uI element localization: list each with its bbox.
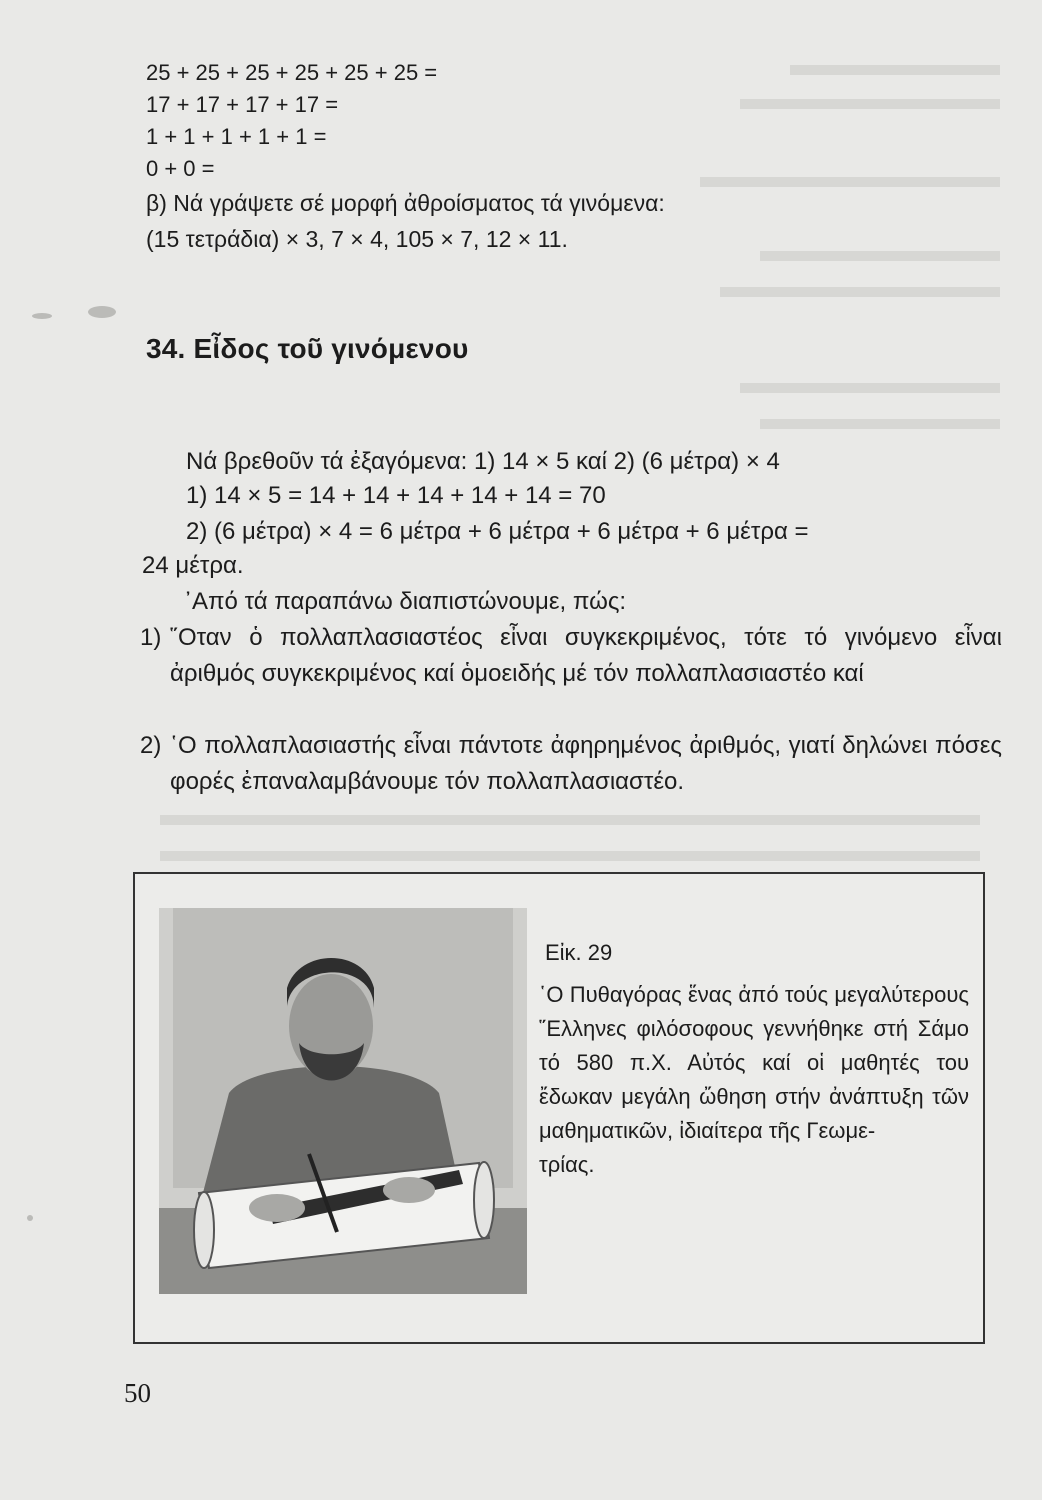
section-title: 34. Εἶδος τοῦ γινόμενου <box>146 333 469 364</box>
rule-item <box>140 728 1002 800</box>
equation-line: 25 + 25 + 25 + 25 + 25 + 25 = <box>146 60 438 85</box>
exercise-b-prompt: β) Νά γράψετε σέ μορφή ἀθροίσματος τά γινόμενα: <box>146 190 665 216</box>
figure-caption <box>539 978 969 1182</box>
solution-1: 1) 14 × 5 = 14 + 14 + 14 + 14 + 14 = 70 <box>186 482 606 509</box>
rule-text: ῞Οταν ὁ πολλαπλασιαστέος εἶναι συγκεκριμένος, τότε τό γινόμενο εἶναι ἀριθμός συγκεκριμένος καί ὁμοειδής μέ τόν πολλαπλασιαστέο καί <box>170 624 1002 687</box>
rule-number: 2) <box>140 732 162 759</box>
figure-caption-body: ῾Ο Πυθαγόρας ἕνας ἀπό τούς μεγαλύτερους ῞Ελληνες φιλόσοφους γεννήθηκε στή Σάμο τό 580 π.Χ. Αὐτός καί οἱ μαθητές του ἔδωκαν μεγάλη ὤθηση στήν ἀνάπτυξη τῶν μαθηματικῶν, ἰδιαίτερα τῆς Γεωμε- <box>539 982 969 1143</box>
pythagoras-illustration <box>159 908 527 1294</box>
observation: ᾿Από τά παραπάνω διαπιστώνουμε, πώς: <box>184 588 627 615</box>
exercise-b-items: (15 τετράδια) × 3, 7 × 4, 105 × 7, 12 × 11. <box>146 226 568 252</box>
page-number: 50 <box>124 1378 151 1408</box>
figure-label: Εἰκ. 29 <box>545 940 613 965</box>
solution-2-continued: 24 μέτρα. <box>142 552 244 579</box>
equation-line: 0 + 0 = <box>146 156 215 181</box>
equation-line: 17 + 17 + 17 + 17 = <box>146 92 339 117</box>
figure-box <box>133 872 985 1344</box>
figure-caption-end: τρίας. <box>539 1152 595 1177</box>
rule-item <box>140 620 1002 692</box>
equation-line: 1 + 1 + 1 + 1 + 1 = <box>146 124 327 149</box>
rule-text: ῾Ο πολλαπλασιαστής εἶναι πάντοτε ἀφηρημένος ἀριθμός, γιατί δηλώνει πόσες φορές ἐπαναλαμβάνουμε τόν πολλαπλασιαστέο. <box>170 732 1002 795</box>
rule-number: 1) <box>140 624 162 651</box>
solution-2: 2) (6 μέτρα) × 4 = 6 μέτρα + 6 μέτρα + 6 μέτρα + 6 μέτρα = <box>186 518 809 545</box>
section-intro: Νά βρεθοῦν τά ἐξαγόμενα: 1) 14 × 5 καί 2) (6 μέτρα) × 4 <box>186 448 780 475</box>
